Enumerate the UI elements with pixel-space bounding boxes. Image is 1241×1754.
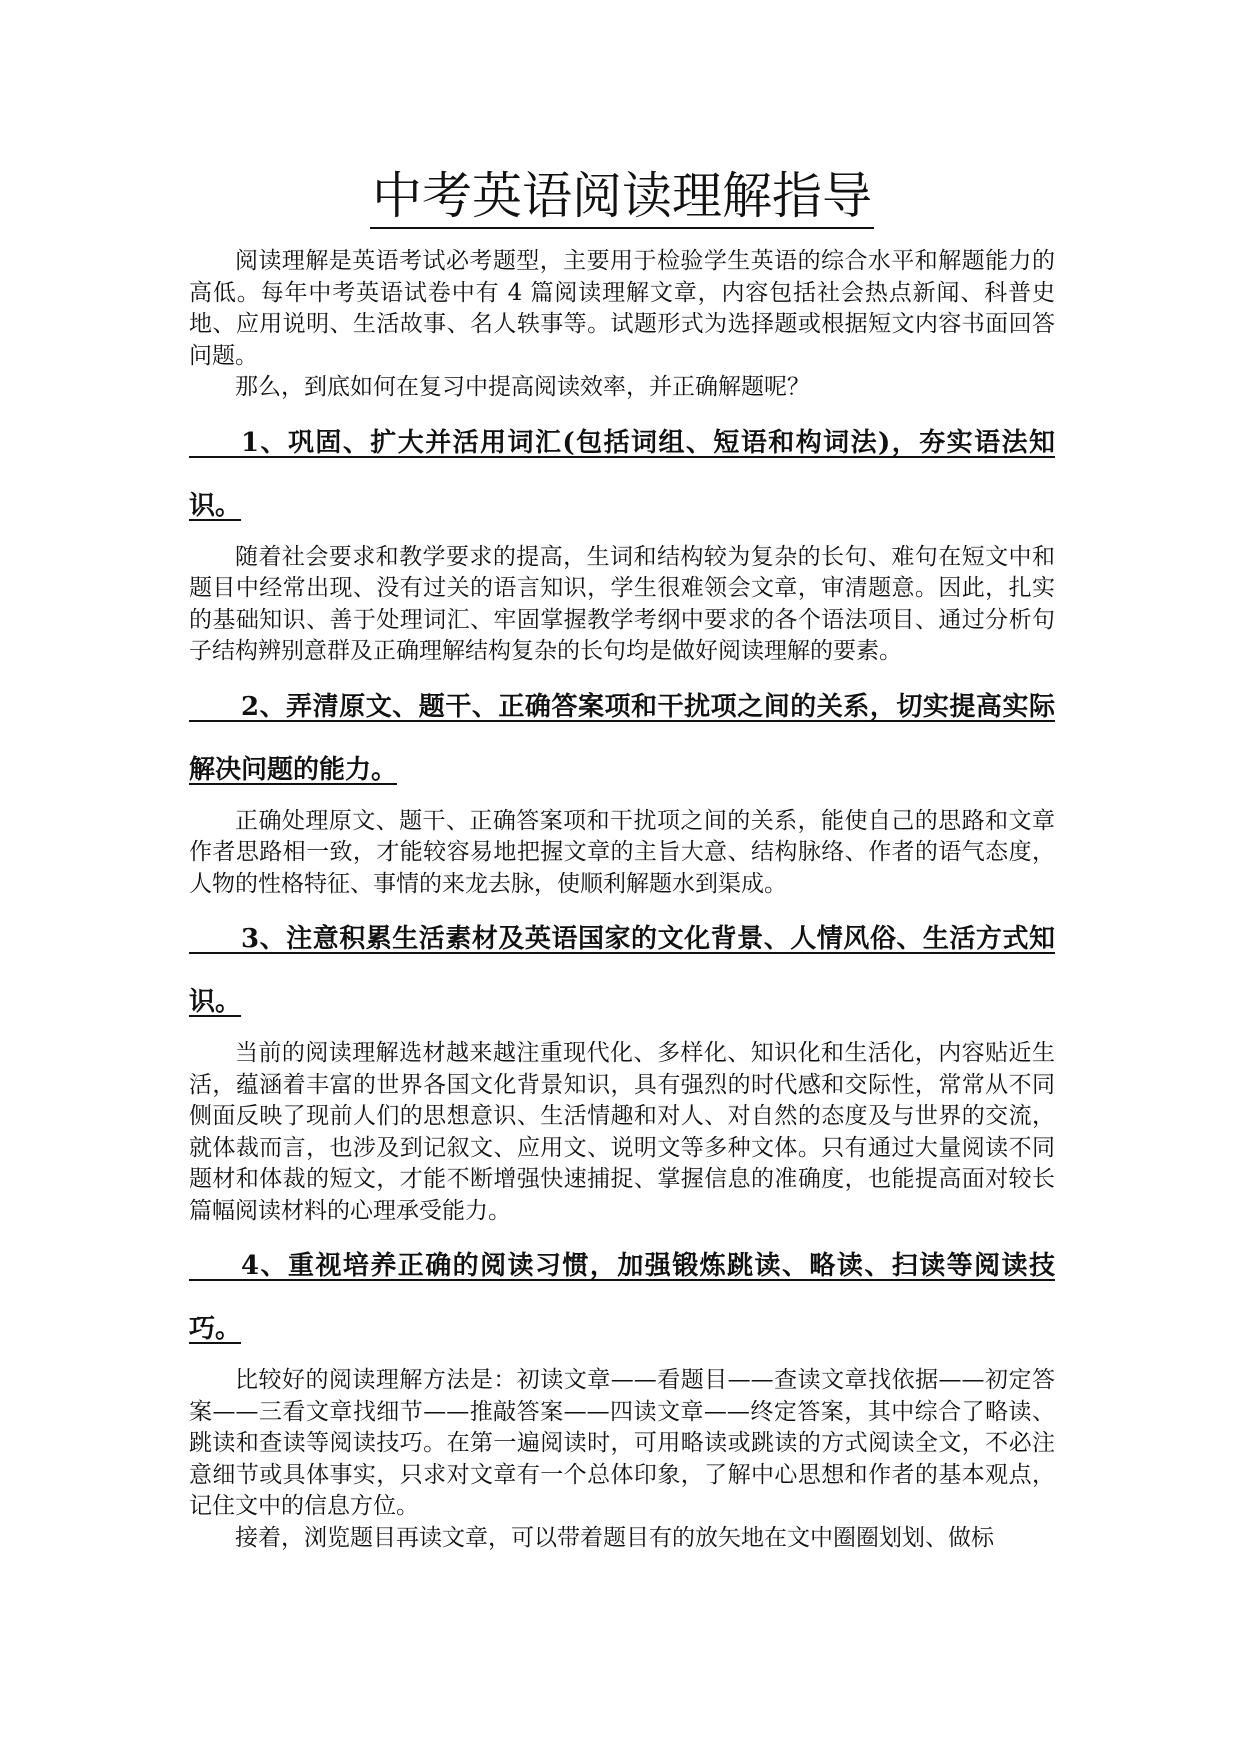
section-1-heading xyxy=(189,412,1055,538)
heading-underline-lead xyxy=(189,455,241,458)
section-4-paragraph-2: 接着，浏览题目再读文章，可以带着题目有的放矢地在文中圈圈划划、做标 xyxy=(235,1524,994,1551)
section-4-heading-text: 4、重视培养正确的阅读习惯，加强锻炼跳读、略读、扫读等阅读技巧。 xyxy=(189,1251,1055,1344)
document-title xyxy=(189,160,1055,232)
heading-underline-lead xyxy=(189,719,241,722)
section-2-paragraph-1: 正确处理原文、题干、正确答案项和干扰项之间的关系，能使自己的思路和文章作者思路相一致，才能较容易地把握文章的主旨大意、结构脉络、作者的语气态度，人物的性格特征、事情的来龙去脉，使顺利解题水到渠成。 xyxy=(189,807,1055,897)
section-3-heading xyxy=(189,908,1055,1034)
section-4-paragraph-1: 比较好的阅读理解方法是：初读文章——看题目——查读文章找依据——初定答案——三看文章找细节——推敲答案——四读文章——终定答案，其中综合了略读、跳读和查读等阅读技巧。在第一遍阅读时，可用略读或跳读的方式阅读全文，不必注意细节或具体事实，只求对文章有一个总体印象，了解中心思想和作者的基本观点，记住文中的信息方位。 xyxy=(189,1367,1055,1519)
heading-underline-lead xyxy=(189,951,241,954)
intro-paragraph-2: 那么，到底如何在复习中提高阅读效率，并正确解题呢？ xyxy=(235,374,810,400)
document-title-text: 中考英语阅读理解指导 xyxy=(370,165,874,229)
section-2-heading-text: 2、弄清原文、题干、正确答案项和干扰项之间的关系，切实提高实际解决问题的能力。 xyxy=(189,691,1055,785)
section-4-heading xyxy=(189,1235,1055,1361)
section-3-paragraph-1: 当前的阅读理解选材越来越注重现代化、多样化、知识化和生活化，内容贴近生活，蕴涵着丰富的世界各国文化背景知识，具有强烈的时代感和交际性，常常从不同侧面反映了现前人们的思想意识、生活情趣和对人、对自然的态度及与世界的交流，就体裁而言，也涉及到记叙文、应用文、说明文等多种文体。只有通过大量阅读不同题材和体裁的短文，才能不断增强快速捕捉、掌握信息的准确度，也能提高面对较长篇幅阅读材料的心理承受能力。 xyxy=(189,1040,1055,1224)
section-3-heading-text: 3、注意积累生活素材及英语国家的文化背景、人情风俗、生活方式知识。 xyxy=(189,924,1055,1017)
document-page xyxy=(189,160,1055,1554)
heading-underline-lead xyxy=(189,1278,241,1281)
section-1-paragraph-1: 随着社会要求和教学要求的提高，生词和结构较为复杂的长句、难句在短文中和题目中经常出现、没有过关的语言知识，学生很难领会文章，审清题意。因此，扎实的基础知识、善于处理词汇、牢固掌握教学考纲中要求的各个语法项目、通过分析句子结构辨别意群及正确理解结构复杂的长句均是做好阅读理解的要素。 xyxy=(189,543,1055,664)
section-1-heading-text: 1、巩固、扩大并活用词汇(包括词组、短语和构词法)，夯实语法知识。 xyxy=(189,427,1055,521)
section-2-heading xyxy=(189,676,1055,802)
intro-paragraph-1: 阅读理解是英语考试必考题型，主要用于检验学生英语的综合水平和解题能力的高低。每年中考英语试卷中有 4 篇阅读理解文章，内容包括社会热点新闻、科普史地、应用说明、生活故事、名人轶事等。试题形式为选择题或根据短文内容书面回答问题。 xyxy=(189,248,1055,369)
